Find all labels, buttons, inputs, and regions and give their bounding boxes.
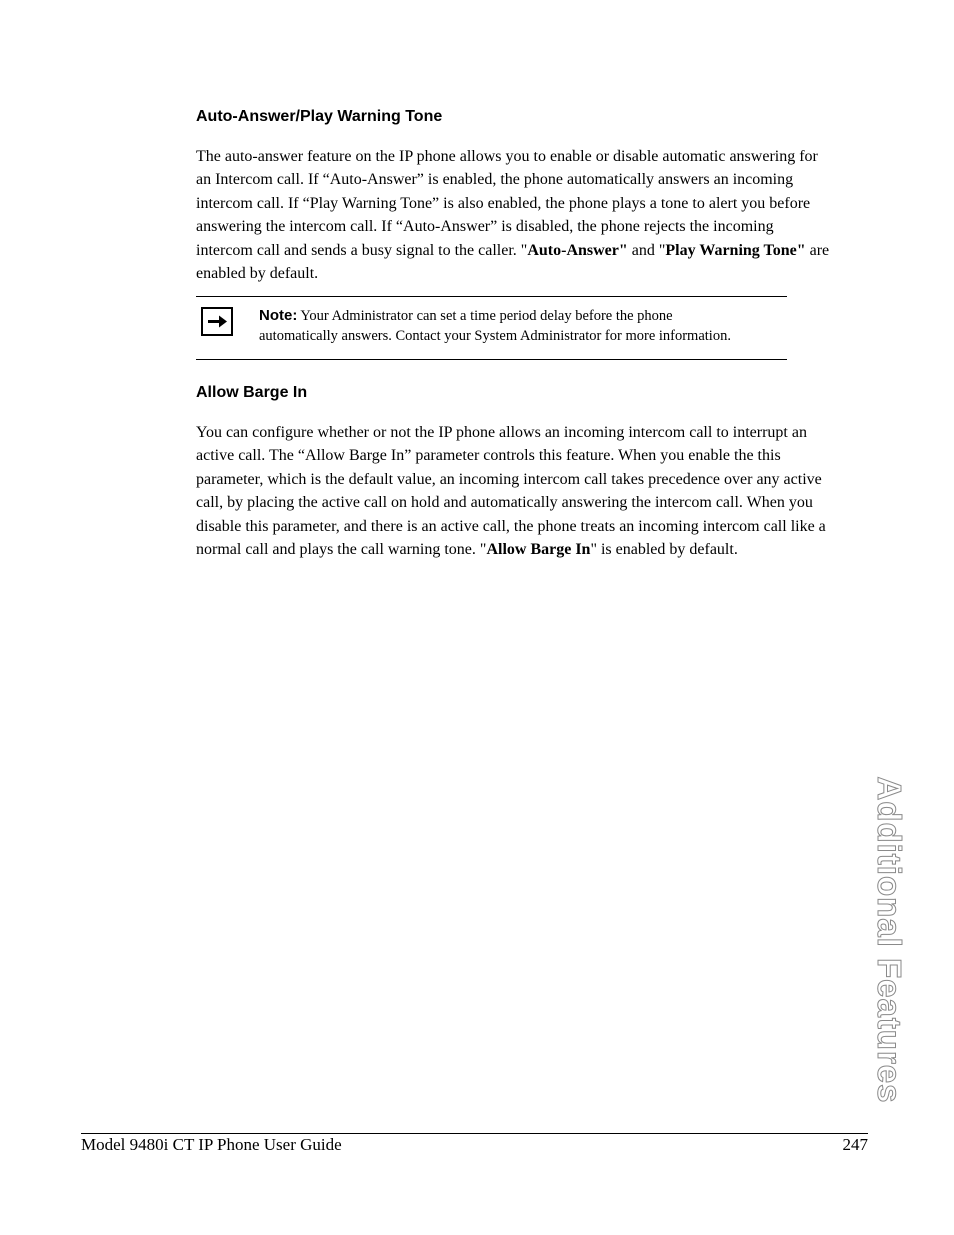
footer-guide-title: Model 9480i CT IP Phone User Guide	[81, 1135, 342, 1154]
paragraph-text: are enabled by default.	[196, 241, 830, 283]
section-heading-auto-answer: Auto-Answer/Play Warning Tone	[196, 108, 443, 125]
footer-page-number: 247	[842, 1135, 868, 1154]
paragraph-text: The auto-answer feature on the IP phone allows you to enable or disable automatic answering for an Intercom call. If “Auto-Answer” is enabled, the phone automatically answers an incoming intercom call. If “Play Warning Tone” is also enabled, the phone plays a tone to alert you before answering the intercom call. If “Auto-Answer” is disabled, the phone rejects the incoming intercom call and sends a busy signal to the caller. "	[196, 148, 818, 259]
note-body: Your Administrator can set a time period delay before the phone automatically answers. Contact your System Administrator for more information.	[259, 308, 731, 344]
note-text	[259, 306, 784, 346]
auto-answer-paragraph	[196, 145, 872, 285]
paragraph-text: You can configure whether or not the IP phone allows an incoming intercom call to interrupt an active call. The “Allow Barge In” parameter controls this feature. When you enable the this parameter, which is the default value, an incoming intercom call takes precedence over any active call, by placing the active call on hold and automatically answering the intercom call. When you disable this parameter, and there is an active call, the phone treats an incoming intercom call like a normal call and plays the call warning tone. "	[196, 424, 826, 559]
chapter-side-tab	[869, 770, 909, 1110]
footer-divider	[81, 1133, 868, 1134]
play-warning-tone-term: Play Warning Tone"	[665, 241, 806, 259]
allow-barge-in-term: Allow Barge In	[486, 541, 591, 559]
note-box	[196, 296, 787, 360]
note-label: Note:	[259, 307, 298, 324]
auto-answer-term: Auto-Answer"	[527, 241, 628, 259]
arrow-right-icon	[201, 307, 233, 336]
section-heading-allow-barge-in: Allow Barge In	[196, 384, 308, 401]
allow-barge-in-paragraph	[196, 421, 872, 561]
chapter-side-tab-label: Additional Features	[871, 776, 908, 1104]
paragraph-text: " is enabled by default.	[590, 541, 738, 559]
paragraph-text: and "	[627, 241, 666, 259]
